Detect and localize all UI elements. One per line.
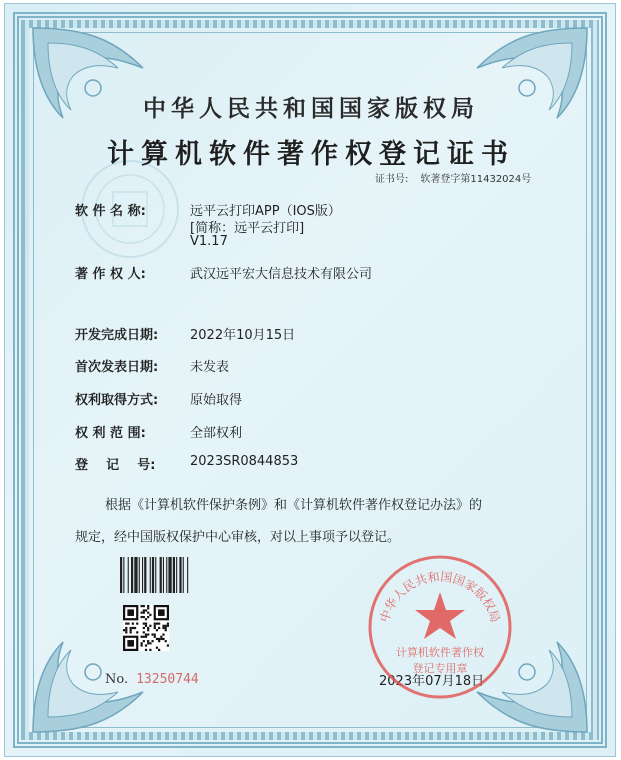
serial-number xyxy=(105,672,199,687)
document-title: 计算机软件著作权登记证书 xyxy=(107,139,515,170)
publish-date-label: 首次发表日期: xyxy=(75,360,159,375)
official-seal xyxy=(365,552,515,702)
seal-line-2: 登记专用章 xyxy=(412,662,468,675)
software-short-name: [简称：远平云打印] xyxy=(190,221,305,236)
acquire-method-value: 原始取得 xyxy=(190,393,243,408)
seal-arc-text: 中华人民共和国国家版权局 xyxy=(377,569,503,624)
qr-code xyxy=(123,605,169,651)
issue-date: 2023年07月18日 xyxy=(379,674,485,689)
publish-date-value: 未发表 xyxy=(190,360,230,375)
serial-number-value: 13250744 xyxy=(136,672,199,687)
software-version: V1.17 xyxy=(190,234,228,249)
seal-line-1: 计算机软件著作权 xyxy=(396,646,484,659)
registration-number-label: 登 记 号: xyxy=(75,458,156,473)
certificate-number-label: 证书号: xyxy=(375,174,409,185)
owner-label: 著 作 权 人: xyxy=(75,267,146,282)
dev-date-label: 开发完成日期: xyxy=(75,328,159,343)
software-name-value: 远平云打印APP（IOS版） xyxy=(190,204,341,219)
statement-line-1: 根据《计算机软件保护条例》和《计算机软件著作权登记办法》的 xyxy=(105,498,483,513)
acquire-method-label: 权利取得方式: xyxy=(75,393,159,408)
serial-prefix: No. xyxy=(105,672,129,687)
rights-scope-label: 权 利 范 围: xyxy=(75,426,146,441)
barcode xyxy=(120,557,212,593)
certificate-number xyxy=(375,170,543,185)
seal-star-icon xyxy=(415,592,465,639)
owner-value: 武汉远平宏大信息技术有限公司 xyxy=(190,267,373,282)
certificate-number-value: 软著登字第11432024号 xyxy=(420,174,532,185)
certificate xyxy=(4,3,616,757)
statement-line-2: 规定，经中国版权保护中心审核，对以上事项予以登记。 xyxy=(75,530,401,545)
issuing-authority: 中华人民共和国国家版权局 xyxy=(143,95,479,122)
rights-scope-value: 全部权利 xyxy=(190,426,243,441)
software-name-label: 软 件 名 称: xyxy=(75,204,146,219)
dev-date-value: 2022年10月15日 xyxy=(190,328,296,343)
registration-number-value: 2023SR0844853 xyxy=(190,454,299,469)
